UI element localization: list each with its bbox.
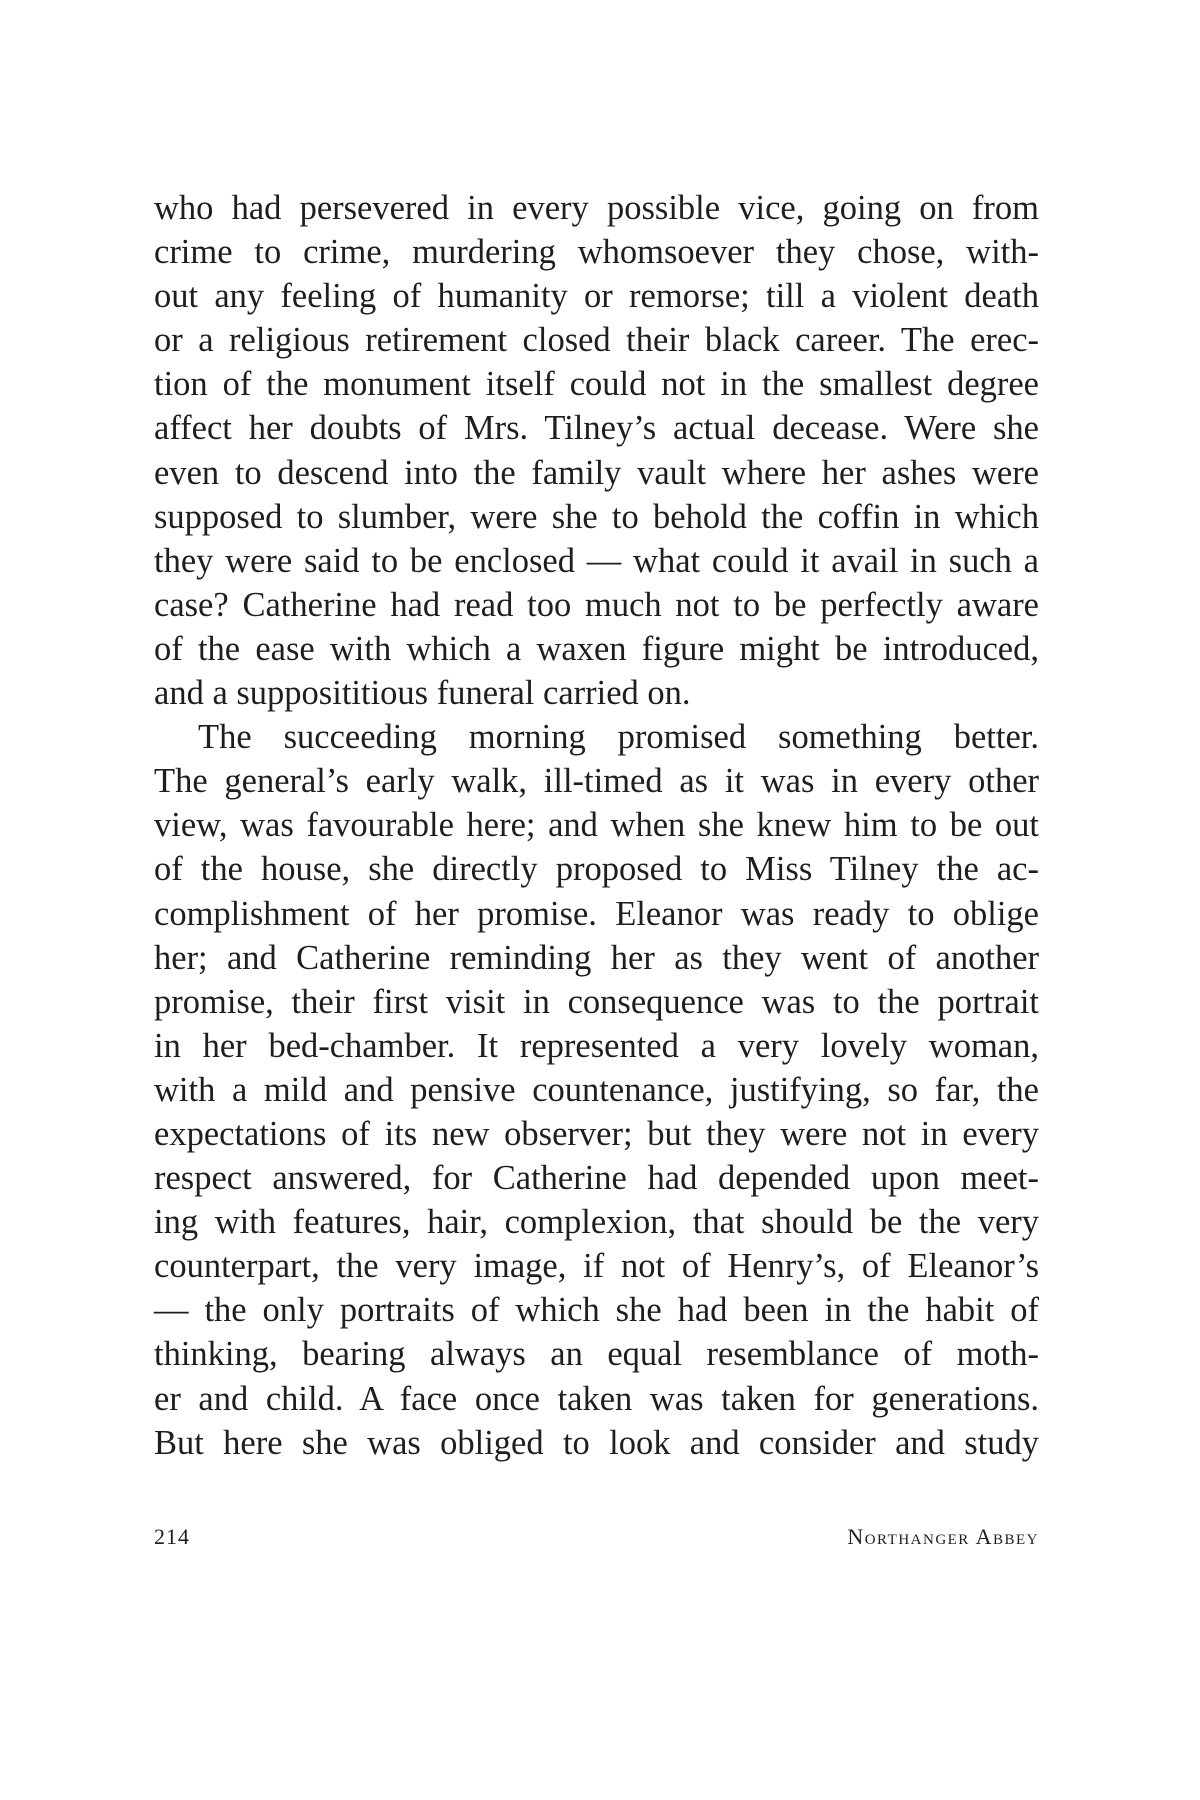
text-line: supposed to slumber, were she to behold the coffin in which	[154, 497, 1039, 536]
text-line: even to descend into the family vault where her ashes were	[154, 453, 1039, 492]
text-line: complishment of her promise. Eleanor was ready to oblige	[154, 894, 1039, 933]
text-line: tion of the monument itself could not in the smallest degree	[154, 365, 1039, 404]
text-line: But here she was obliged to look and consider and study	[154, 1423, 1039, 1462]
text-line: expectations of its new observer; but they were not in every	[154, 1114, 1039, 1153]
text-line: crime to crime, murdering whomsoever they chose, with-	[154, 233, 1039, 272]
text-line: or a religious retirement closed their black career. The erec-	[154, 321, 1039, 360]
text-line: they were said to be enclosed — what could it avail in such a	[154, 541, 1039, 580]
running-title: Northanger Abbey	[847, 1524, 1039, 1549]
body-text	[154, 186, 1039, 1465]
text-line: of the ease with which a waxen figure might be introduced,	[154, 629, 1039, 668]
text-line: her; and Catherine reminding her as they went of another	[154, 938, 1039, 977]
text-line: respect answered, for Catherine had depended upon meet-	[154, 1159, 1039, 1198]
text-line: er and child. A face once taken was taken for generations.	[154, 1379, 1039, 1418]
text-line: — the only portraits of which she had been in the habit of	[154, 1291, 1039, 1330]
paragraph-end-line: and a supposititious funeral carried on.	[154, 674, 691, 713]
text-line: case? Catherine had read too much not to be perfectly aware	[154, 585, 1039, 624]
text-line: who had persevered in every possible vice, going on from	[154, 189, 1039, 227]
page-number: 214	[154, 1524, 190, 1549]
text-line: with a mild and pensive countenance, justifying, so far, the	[154, 1070, 1039, 1109]
text-line: promise, their first visit in consequence was to the portrait	[154, 982, 1039, 1021]
text-line: thinking, bearing always an equal resemblance of moth-	[154, 1335, 1039, 1374]
text-line: view, was favourable here; and when she knew him to be out	[154, 806, 1039, 845]
text-line: in her bed-chamber. It represented a very lovely woman,	[154, 1026, 1039, 1065]
text-line: of the house, she directly proposed to Miss Tilney the ac-	[154, 850, 1039, 889]
text-line: ing with features, hair, complexion, that should be the very	[154, 1203, 1039, 1242]
paragraph-start-line: The succeeding morning promised something better.	[198, 718, 1039, 757]
page-footer	[154, 1524, 1039, 1554]
text-line: out any feeling of humanity or remorse; till a violent death	[154, 277, 1039, 316]
text-line: The general’s early walk, ill-timed as it was in every other	[154, 762, 1039, 801]
text-line: counterpart, the very image, if not of Henry’s, of Eleanor’s	[154, 1247, 1039, 1286]
text-line: affect her doubts of Mrs. Tilney’s actual decease. Were she	[154, 409, 1039, 448]
